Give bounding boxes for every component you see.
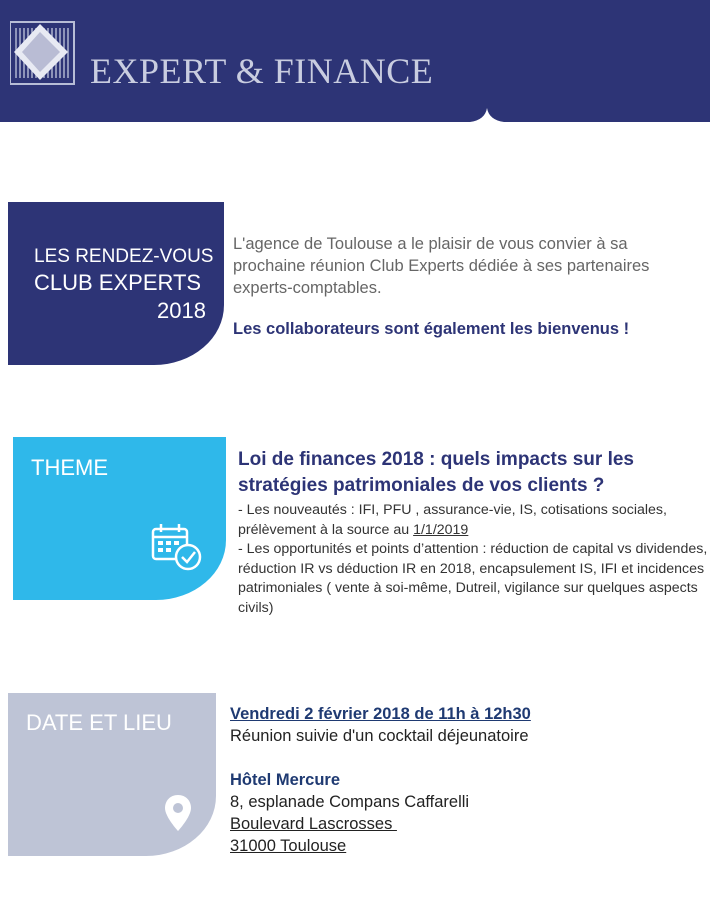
rendezvous-badge-year: 2018 (157, 298, 206, 323)
address-line-1: 8, esplanade Compans Caffarelli (230, 793, 470, 811)
date-link-2019[interactable]: 1/1/2019 (413, 521, 469, 538)
header-banner (0, 0, 710, 122)
venue-name: Hôtel Mercure (230, 771, 341, 789)
brand-name: EXPERT & FINANCE (90, 51, 434, 91)
theme-title: Loi de finances 2018 : quels impacts sur les stratégies patrimoniales de vos clients ? (238, 449, 634, 496)
event-date-link[interactable]: Vendredi 2 février 2018 de 11h à 12h30 (230, 705, 531, 723)
expert-finance-logo-icon (10, 18, 80, 90)
collaborators-welcome-text: Les collaborateurs sont également les bienvenus ! (233, 320, 630, 338)
invitation-text: L'agence de Toulouse a le plaisir de vous convier à sa prochaine réunion Club Experts dédiée à ses partenaires experts-comptables. (233, 235, 650, 297)
theme-badge-label: THEME (31, 455, 108, 480)
rendezvous-badge-line2: CLUB EXPERTS (34, 270, 202, 295)
address-line-3-link[interactable]: 31000 Toulouse (230, 837, 347, 855)
theme-bullet-1: - Les nouveautés : IFI, PFU , assurance-vie, IS, cotisations sociales, prélèvement à la source au (238, 502, 667, 538)
theme-description (238, 501, 710, 618)
rendezvous-badge (8, 202, 224, 365)
theme-badge (13, 437, 226, 600)
location-pin-icon (163, 793, 193, 833)
event-subtitle: Réunion suivie d'un cocktail déjeunatoire (230, 727, 529, 745)
date-location-badge (8, 693, 216, 856)
spacer (230, 747, 700, 769)
address-line-2-link[interactable]: Boulevard Lascrosses (230, 815, 397, 833)
theme-bullet-2: - Les opportunités et points d’attention : réduction de capital vs dividendes, réduction IR vs déduction IR en 2018, encapsulement IS, IFI et incidences patrimoniales ( vente à soi-même, Dutreil, vigilance sur quelques aspects civils) (238, 541, 708, 616)
date-location-details (230, 703, 700, 857)
date-location-badge-label: DATE ET LIEU (26, 710, 172, 735)
rendezvous-badge-line1: LES RENDEZ-VOUS (34, 246, 214, 267)
calendar-check-icon (151, 521, 203, 573)
